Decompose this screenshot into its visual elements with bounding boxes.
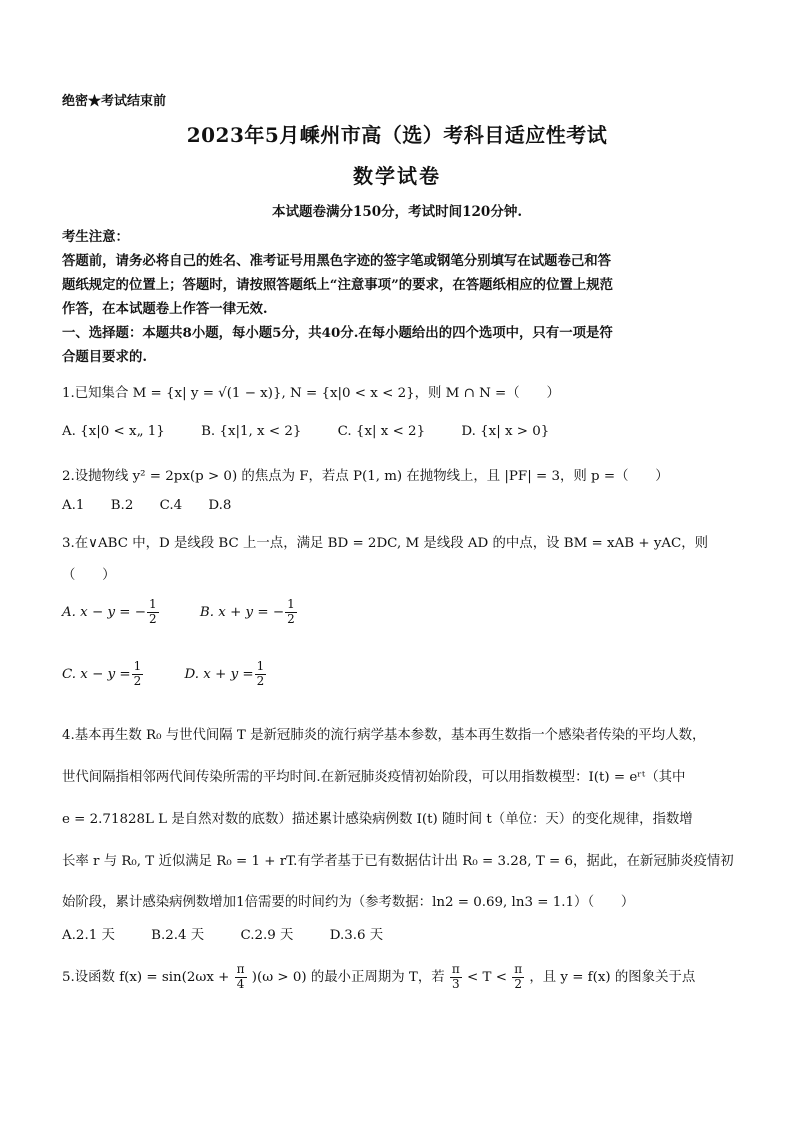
fraction-denominator: 2 bbox=[133, 673, 142, 688]
exam-subtitle: 数学试卷 bbox=[353, 164, 441, 188]
section-heading-line-1: 一、选择题：本题共8小题，每小题5分，共40分.在每小题给出的四个选项中，只有一项是符 bbox=[62, 325, 613, 341]
question-1-options bbox=[62, 424, 734, 439]
q3-option-b-text: B. x + y = − bbox=[199, 604, 285, 620]
q5-text-post: ，且 y = f(x) 的图象关于点 bbox=[529, 970, 696, 985]
question-4-options bbox=[62, 924, 734, 943]
q5-pi-over-4 bbox=[235, 963, 247, 992]
question-3-options-row-2 bbox=[62, 660, 734, 700]
q2-option-d: D.8 bbox=[208, 498, 232, 513]
q1-option-b: B. {x|1, x < 2} bbox=[201, 424, 302, 439]
exam-title: 2023年5月嵊州市高（选）考科目适应性考试 bbox=[186, 123, 608, 147]
notice-line-3: 作答，在本试题卷上作答一律无效. bbox=[62, 301, 268, 317]
fraction-numerator: 1 bbox=[287, 597, 295, 611]
q5-text-lt: < T < bbox=[467, 970, 507, 985]
q3-option-c bbox=[62, 659, 144, 688]
q3-option-d-fraction bbox=[255, 660, 267, 689]
question-1-stem: 1.已知集合 M = {x| y = √(1 − x)}, N = {x|0 < x < 2}，则 M ∩ N =（ ） bbox=[62, 386, 560, 401]
q3-option-c-text: C. x − y = bbox=[62, 666, 131, 682]
question-4-line-4: 长率 r 与 R₀, T 近似满足 R₀ = 1 + rT.有学者基于已有数据估计出 R₀ = 3.28, T = 6，据此，在新冠肺炎疫情初 bbox=[62, 854, 734, 869]
q2-option-c: C.4 bbox=[159, 498, 183, 513]
q1-option-d: D. {x| x > 0} bbox=[461, 424, 550, 439]
q2-option-a: A.1 bbox=[62, 498, 85, 513]
q3-option-b-fraction bbox=[285, 598, 297, 627]
notice-heading: 考生注意： bbox=[62, 229, 129, 245]
fraction-denominator: 2 bbox=[149, 611, 157, 626]
question-5-stem bbox=[62, 958, 734, 998]
question-3-stem-paren: （ ） bbox=[62, 568, 116, 583]
fraction-numerator: 1 bbox=[149, 597, 157, 611]
question-4-line-5: 始阶段，累计感染病例数增加1倍需要的时间约为（参考数据：ln2 = 0.69, ln3 = 1.1）（ ） bbox=[62, 895, 635, 910]
q5-pi-over-3 bbox=[450, 963, 462, 992]
q1-option-c: C. {x| x < 2} bbox=[337, 424, 426, 439]
q5-text-pre: 5.设函数 f(x) = sin(2ωx + bbox=[62, 970, 230, 985]
question-2-stem: 2.设抛物线 y² = 2px(p > 0) 的焦点为 F，若点 P(1, m) 在抛物线上，且 |PF| = 3，则 p =（ ） bbox=[62, 469, 669, 484]
fraction-denominator: 2 bbox=[287, 611, 295, 626]
q1-option-a: A. {x|0 < x„ 1} bbox=[62, 424, 165, 439]
notice-line-1: 答题前，请务必将自己的姓名、准考证号用黑色字迹的签字笔或钢笔分别填写在试题卷己和答 bbox=[62, 253, 612, 269]
q3-option-a bbox=[62, 597, 160, 626]
question-3-stem: 3.在∨ABC 中，D 是线段 BC 上一点，满足 BD = 2DC, M 是线段 AD 的中点，设 BM = xAB + yAC，则 bbox=[62, 536, 709, 551]
fraction-numerator: 1 bbox=[133, 659, 142, 673]
q5-pi-over-2 bbox=[512, 963, 524, 992]
question-3-options-row-1 bbox=[62, 598, 734, 638]
fraction-numerator: 1 bbox=[256, 659, 265, 673]
q4-option-a: A.2.1 天 bbox=[62, 928, 115, 943]
section-heading-line-2: 合题目要求的. bbox=[62, 349, 148, 365]
notice-line-2: 题纸规定的位置上；答题时，请按照答题纸上“注意事项”的要求，在答题纸相应的位置上规范 bbox=[62, 277, 614, 293]
fraction-numerator: π bbox=[451, 962, 460, 977]
q3-option-b bbox=[199, 597, 298, 626]
q4-option-b: B.2.4 天 bbox=[151, 928, 205, 943]
fraction-denominator: 2 bbox=[256, 673, 265, 688]
question-2-options bbox=[62, 498, 734, 513]
q4-option-c: C.2.9 天 bbox=[240, 928, 294, 943]
q4-option-d: D.3.6 天 bbox=[329, 928, 384, 943]
fraction-denominator: 3 bbox=[452, 977, 460, 991]
q3-option-d bbox=[184, 659, 268, 688]
q3-option-a-fraction bbox=[147, 598, 159, 627]
score-note: 本试题卷满分150分，考试时间120分钟. bbox=[271, 204, 523, 220]
q3-option-d-text: D. x + y = bbox=[184, 666, 254, 682]
fraction-numerator: π bbox=[514, 962, 523, 977]
question-4-line-1: 4.基本再生数 R₀ 与世代间隔 T 是新冠肺炎的流行病学基本参数，基本再生数指一个感染者传染的平均人数， bbox=[62, 728, 706, 743]
q2-option-b: B.2 bbox=[110, 498, 134, 513]
question-4-line-3: e = 2.71828L L 是自然对数的底数）描述累计感染病例数 I(t) 随时间 t（单位：天）的变化规律，指数增 bbox=[62, 812, 693, 827]
fraction-denominator: 2 bbox=[514, 977, 522, 991]
q3-option-c-fraction bbox=[132, 660, 144, 689]
q3-option-a-text: A. x − y = − bbox=[62, 604, 146, 620]
q5-text-mid: )(ω > 0) 的最小正周期为 T，若 bbox=[251, 970, 445, 985]
confidential-mark: 绝密★考试结束前 bbox=[62, 94, 167, 109]
fraction-denominator: 4 bbox=[236, 977, 245, 991]
fraction-numerator: π bbox=[236, 962, 245, 977]
question-4-line-2: 世代间隔指相邻两代间传染所需的平均时间.在新冠肺炎疫情初始阶段，可以用指数模型：I(t) = eʳᵗ（其中 bbox=[62, 770, 686, 785]
